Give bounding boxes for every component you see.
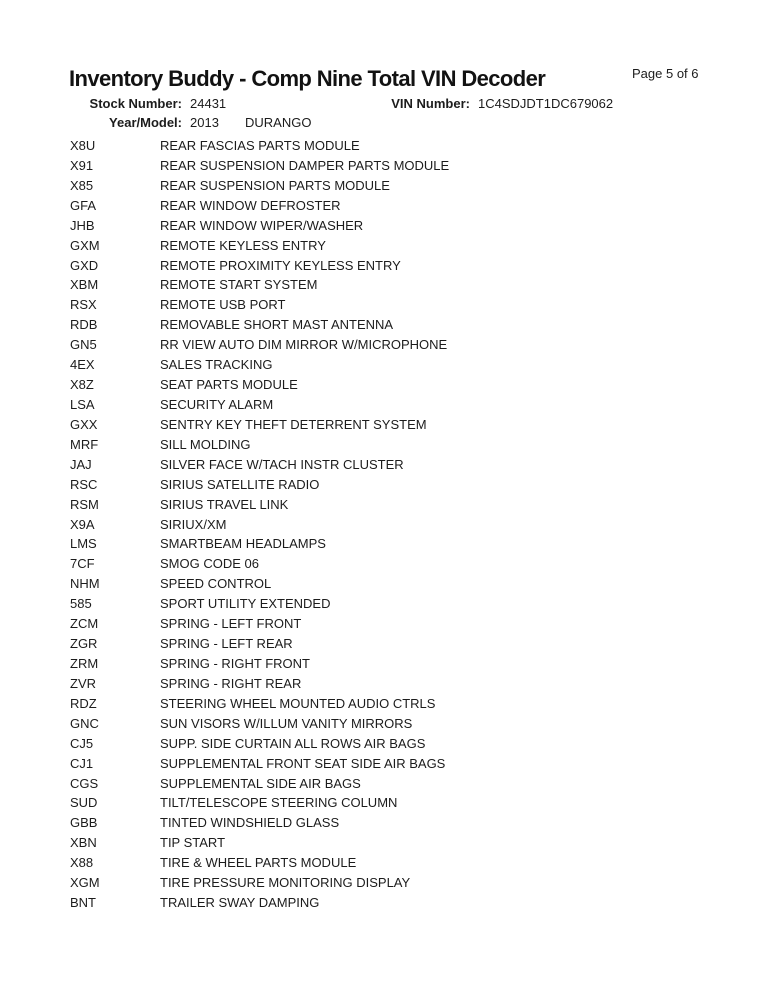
option-code: GXM <box>70 237 100 253</box>
option-row <box>70 534 710 554</box>
option-row <box>70 355 710 375</box>
vin-number-value: 1C4SDJDT1DC679062 <box>478 96 614 111</box>
option-code: X8Z <box>70 377 94 393</box>
option-row <box>70 554 710 574</box>
option-row <box>70 435 710 455</box>
option-description: SENTRY KEY THEFT DETERRENT SYSTEM <box>160 416 427 432</box>
option-code: 7CF <box>70 556 95 572</box>
option-description: REMOTE PROXIMITY KEYLESS ENTRY <box>160 257 401 273</box>
option-description: SILVER FACE W/TACH INSTR CLUSTER <box>160 456 404 472</box>
option-description: REAR FASCIAS PARTS MODULE <box>160 138 360 153</box>
option-row <box>70 694 710 714</box>
option-row <box>70 734 710 754</box>
option-row <box>70 196 710 216</box>
option-row <box>70 216 710 236</box>
option-description: SMARTBEAM HEADLAMPS <box>160 536 326 552</box>
option-code: XBM <box>70 277 99 293</box>
option-description: SPRING - RIGHT FRONT <box>160 655 310 671</box>
option-description: REAR WINDOW DEFROSTER <box>160 197 341 213</box>
option-code: GXX <box>70 416 98 432</box>
option-description: SECURITY ALARM <box>160 396 274 412</box>
year-value: 2013 <box>190 115 219 130</box>
option-code: RSC <box>70 476 98 492</box>
option-description: REMOTE KEYLESS ENTRY <box>160 237 326 253</box>
option-code: LMS <box>70 536 97 552</box>
option-code: LSA <box>70 396 95 412</box>
option-code: X9A <box>70 516 95 532</box>
option-code: GFA <box>70 197 97 213</box>
option-codes-list <box>70 136 710 913</box>
option-description: TILT/TELESCOPE STEERING COLUMN <box>160 795 398 811</box>
option-row <box>70 833 710 853</box>
option-row <box>70 415 710 435</box>
option-row <box>70 315 710 335</box>
option-row <box>70 515 710 535</box>
option-code: 585 <box>70 596 92 612</box>
option-code: JHB <box>70 217 95 233</box>
option-row <box>70 594 710 614</box>
page-number-indicator: Page 5 of 6 <box>632 66 699 81</box>
year-model-label: Year/Model: <box>109 115 182 130</box>
option-code: ZVR <box>70 675 96 691</box>
option-row <box>70 395 710 415</box>
option-row <box>70 475 710 495</box>
option-row <box>70 893 710 913</box>
stock-number-value: 24431 <box>190 96 227 111</box>
option-code: RDZ <box>70 695 97 711</box>
option-description: REAR SUSPENSION PARTS MODULE <box>160 177 390 193</box>
option-description: SPRING - LEFT FRONT <box>160 616 302 632</box>
option-code: ZRM <box>70 655 99 671</box>
option-description: SIRIUS SATELLITE RADIO <box>160 476 320 492</box>
option-description: TIRE PRESSURE MONITORING DISPLAY <box>160 875 411 891</box>
option-row <box>70 714 710 734</box>
option-code: ZGR <box>70 636 98 652</box>
option-description: REMOVABLE SHORT MAST ANTENNA <box>160 317 394 333</box>
option-description: REMOTE START SYSTEM <box>160 277 318 293</box>
option-code: JAJ <box>70 456 92 472</box>
option-description: SALES TRACKING <box>160 357 273 373</box>
option-code: MRF <box>70 436 99 452</box>
option-description: TRAILER SWAY DAMPING <box>160 895 320 911</box>
option-code: XGM <box>70 875 100 891</box>
option-row <box>70 375 710 395</box>
option-row <box>70 813 710 833</box>
option-code: CJ5 <box>70 735 94 751</box>
option-description: SPRING - RIGHT REAR <box>160 675 302 691</box>
option-row <box>70 774 710 794</box>
option-description: SUPPLEMENTAL FRONT SEAT SIDE AIR BAGS <box>160 755 446 771</box>
option-code: X85 <box>70 177 94 193</box>
option-code: CGS <box>70 775 99 791</box>
option-description: SIRIUX/XM <box>160 516 227 532</box>
option-code: ZCM <box>70 616 99 632</box>
option-code: 4EX <box>70 357 95 373</box>
option-code: X91 <box>70 157 94 173</box>
option-code: BNT <box>70 895 96 911</box>
vin-number-label: VIN Number: <box>391 96 470 111</box>
option-code: X8U <box>70 138 96 153</box>
option-code: GXD <box>70 257 99 273</box>
stock-number-label: Stock Number: <box>89 96 182 111</box>
option-row <box>70 754 710 774</box>
option-row <box>70 136 710 156</box>
option-row <box>70 455 710 475</box>
option-row <box>70 236 710 256</box>
option-row <box>70 574 710 594</box>
option-description: SPORT UTILITY EXTENDED <box>160 596 331 612</box>
option-description: TINTED WINDSHIELD GLASS <box>160 815 340 831</box>
option-code: RDB <box>70 317 98 333</box>
page-title: Inventory Buddy - Comp Nine Total VIN Decoder <box>69 66 546 91</box>
option-description: TIRE & WHEEL PARTS MODULE <box>160 855 357 871</box>
option-row <box>70 654 710 674</box>
option-row <box>70 853 710 873</box>
option-code: RSX <box>70 297 97 313</box>
option-description: REMOTE USB PORT <box>160 297 286 313</box>
option-description: SIRIUS TRAVEL LINK <box>160 496 289 512</box>
option-row <box>70 674 710 694</box>
option-description: SPEED CONTROL <box>160 576 272 592</box>
option-description: SPRING - LEFT REAR <box>160 636 293 652</box>
option-description: TIP START <box>160 835 226 851</box>
option-row <box>70 295 710 315</box>
option-code: GBB <box>70 815 98 831</box>
option-code: SUD <box>70 795 98 811</box>
option-row <box>70 634 710 654</box>
option-code: RSM <box>70 496 99 512</box>
option-description: SMOG CODE 06 <box>160 556 259 572</box>
option-row <box>70 256 710 276</box>
option-row <box>70 873 710 893</box>
option-code: CJ1 <box>70 755 94 771</box>
option-description: SILL MOLDING <box>160 436 251 452</box>
option-row <box>70 275 710 295</box>
option-description: SEAT PARTS MODULE <box>160 377 298 393</box>
option-row <box>70 335 710 355</box>
option-code: NHM <box>70 576 100 592</box>
option-code: X88 <box>70 855 94 871</box>
option-description: REAR WINDOW WIPER/WASHER <box>160 217 364 233</box>
option-row <box>70 156 710 176</box>
option-code: GN5 <box>70 337 97 353</box>
option-description: SUPPLEMENTAL SIDE AIR BAGS <box>160 775 361 791</box>
option-code: XBN <box>70 835 97 851</box>
option-row <box>70 793 710 813</box>
option-row <box>70 614 710 634</box>
option-description: RR VIEW AUTO DIM MIRROR W/MICROPHONE <box>160 337 448 353</box>
option-row <box>70 495 710 515</box>
model-value: DURANGO <box>245 115 312 130</box>
option-code: GNC <box>70 715 99 731</box>
option-description: REAR SUSPENSION DAMPER PARTS MODULE <box>160 157 450 173</box>
option-description: SUPP. SIDE CURTAIN ALL ROWS AIR BAGS <box>160 735 426 751</box>
option-row <box>70 176 710 196</box>
option-description: SUN VISORS W/ILLUM VANITY MIRRORS <box>160 715 413 731</box>
option-description: STEERING WHEEL MOUNTED AUDIO CTRLS <box>160 695 436 711</box>
